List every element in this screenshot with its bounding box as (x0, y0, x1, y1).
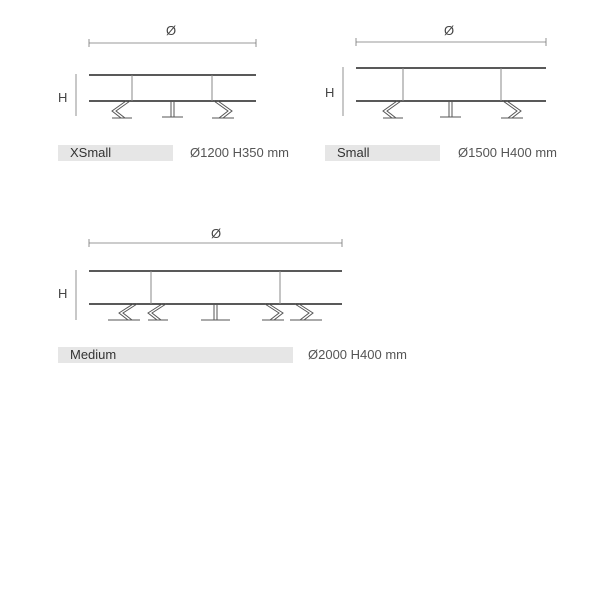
height-symbol: H (58, 90, 68, 105)
diameter-symbol: Ø (444, 23, 455, 38)
z-leg (262, 304, 284, 320)
z-leg (108, 304, 140, 320)
z-leg (290, 304, 322, 320)
variant-name: XSmall (70, 145, 112, 160)
height-symbol: H (325, 85, 335, 100)
variant-spec: Ø1500 H400 mm (458, 145, 557, 160)
variant-name-bar (58, 347, 293, 363)
variant-spec: Ø1200 H350 mm (190, 145, 289, 160)
variant-name: Small (337, 145, 370, 160)
diameter-symbol: Ø (211, 226, 222, 241)
height-symbol: H (58, 286, 68, 301)
diameter-symbol: Ø (166, 23, 177, 38)
variant-name: Medium (70, 347, 117, 362)
variant-spec: Ø2000 H400 mm (308, 347, 407, 362)
t-leg (201, 304, 230, 320)
z-leg (148, 304, 168, 320)
